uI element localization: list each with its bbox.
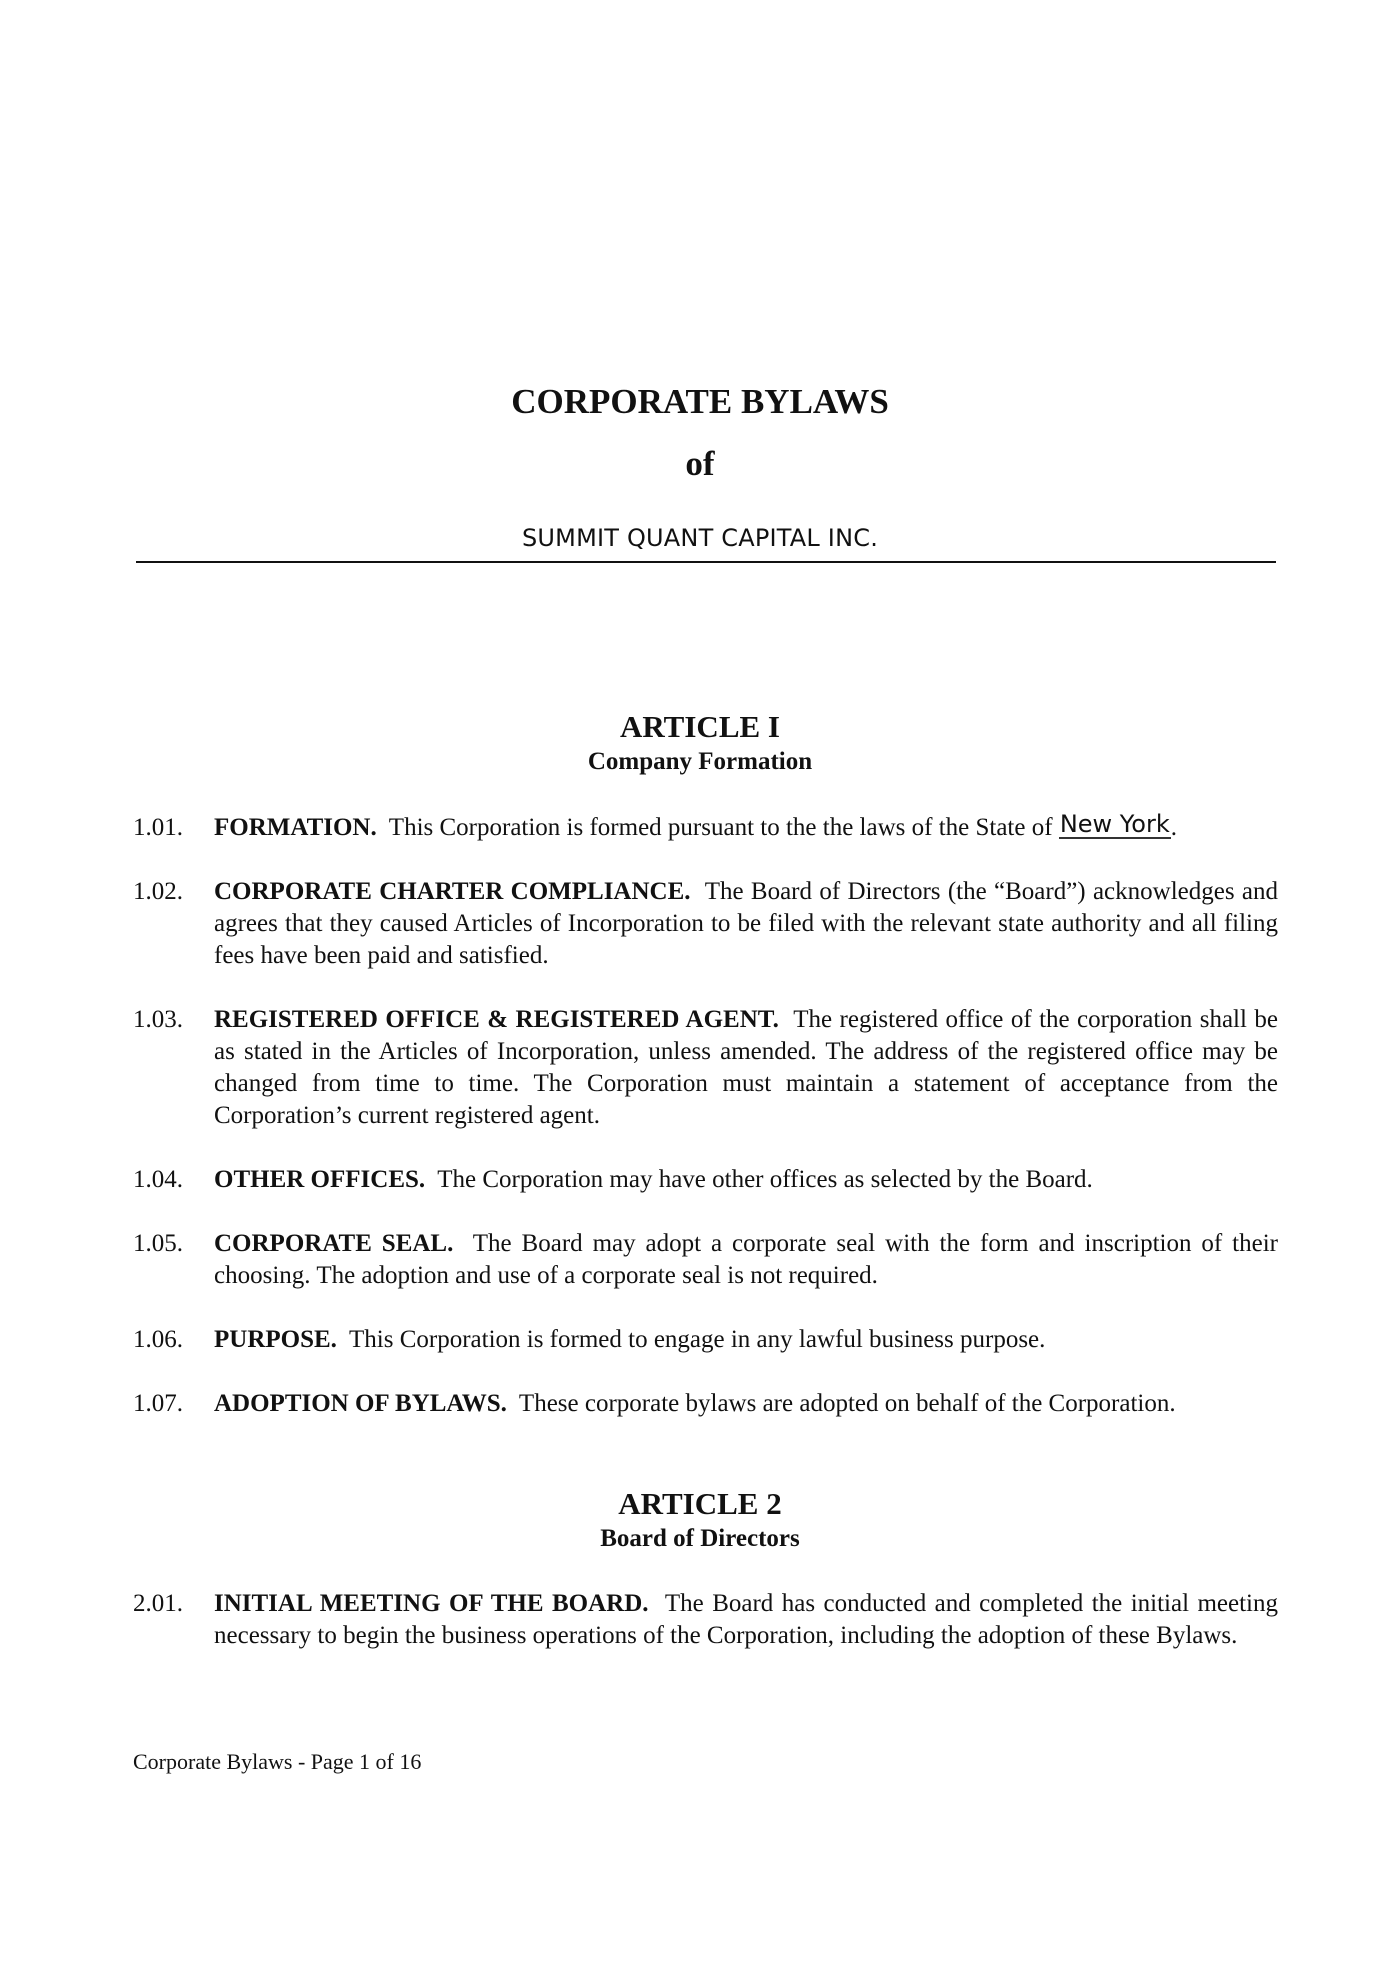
clause-number: 1.03. bbox=[133, 1006, 183, 1033]
clause-1-04 bbox=[133, 1164, 1278, 1196]
clause-text: The Corporation may have other offices as selected by the Board. bbox=[437, 1166, 1093, 1193]
clause-1-03 bbox=[133, 1004, 1278, 1132]
clause-heading: INITIAL MEETING OF THE BOARD. bbox=[214, 1590, 649, 1617]
clause-heading: ADOPTION OF BYLAWS. bbox=[214, 1390, 507, 1417]
clause-heading: CORPORATE SEAL. bbox=[214, 1230, 454, 1257]
article-subtitle: Company Formation bbox=[587, 748, 813, 775]
page-footer: Corporate Bylaws - Page 1 of 16 bbox=[133, 1749, 422, 1774]
clause-number: 2.01. bbox=[133, 1590, 183, 1617]
clause-number: 1.02. bbox=[133, 878, 183, 905]
clause-number: 1.07. bbox=[133, 1390, 183, 1417]
clause-1-05 bbox=[133, 1228, 1278, 1292]
clause-text: The Board of Directors (the “Board”) acknowledges and agrees that they caused Articles of Incorporation to be filed with the relevant state authority and all filing fees have been paid and satisfied. bbox=[214, 878, 1278, 969]
clause-heading: OTHER OFFICES. bbox=[214, 1166, 426, 1193]
article-number: ARTICLE 2 bbox=[618, 1486, 782, 1521]
article-subtitle: Board of Directors bbox=[600, 1525, 800, 1552]
clause-heading: PURPOSE. bbox=[214, 1326, 337, 1353]
clause-number: 1.01. bbox=[133, 814, 183, 841]
clause-heading: FORMATION. bbox=[214, 814, 377, 841]
clause-1-07 bbox=[133, 1388, 1278, 1420]
article-2-heading bbox=[0, 1485, 1400, 1555]
company-name: SUMMIT QUANT CAPITAL INC. bbox=[521, 524, 879, 552]
clause-number: 1.04. bbox=[133, 1166, 183, 1193]
clause-2-01 bbox=[133, 1588, 1278, 1652]
article-1-heading bbox=[0, 708, 1400, 778]
clause-text: These corporate bylaws are adopted on behalf of the Corporation. bbox=[518, 1390, 1176, 1417]
clause-text: The Board has conducted and completed the initial meeting necessary to begin the business operations of the Corporation, including the adoption of these Bylaws. bbox=[214, 1590, 1278, 1649]
document-title-of: of bbox=[685, 444, 715, 483]
clause-heading: REGISTERED OFFICE & REGISTERED AGENT. bbox=[214, 1006, 779, 1033]
title-divider bbox=[136, 561, 1276, 563]
clause-number: 1.06. bbox=[133, 1326, 183, 1353]
clause-number: 1.05. bbox=[133, 1230, 183, 1257]
article-number: ARTICLE I bbox=[620, 709, 780, 744]
clause-heading: CORPORATE CHARTER COMPLIANCE. bbox=[214, 878, 691, 905]
document-title: CORPORATE BYLAWS bbox=[511, 382, 889, 421]
clause-1-02 bbox=[133, 876, 1278, 972]
clause-1-06 bbox=[133, 1324, 1278, 1356]
clause-text-end: . bbox=[1170, 814, 1177, 841]
clause-text: This Corporation is formed to engage in any lawful business purpose. bbox=[349, 1326, 1046, 1353]
clause-text: The Board may adopt a corporate seal with the form and inscription of their choosing. The adoption and use of a corporate seal is not required. bbox=[214, 1230, 1278, 1289]
clause-text: The registered office of the corporation shall be as stated in the Articles of Incorporation, unless amended. The address of the registered office may be changed from time to time. The Corporation must maintain a statement of acceptance from the Corporation’s current registered agent. bbox=[214, 1006, 1278, 1129]
clause-1-01 bbox=[133, 812, 1278, 844]
clause-text: This Corporation is formed pursuant to the the laws of the State of bbox=[388, 814, 1053, 841]
state-field[interactable]: New York bbox=[1059, 810, 1170, 838]
